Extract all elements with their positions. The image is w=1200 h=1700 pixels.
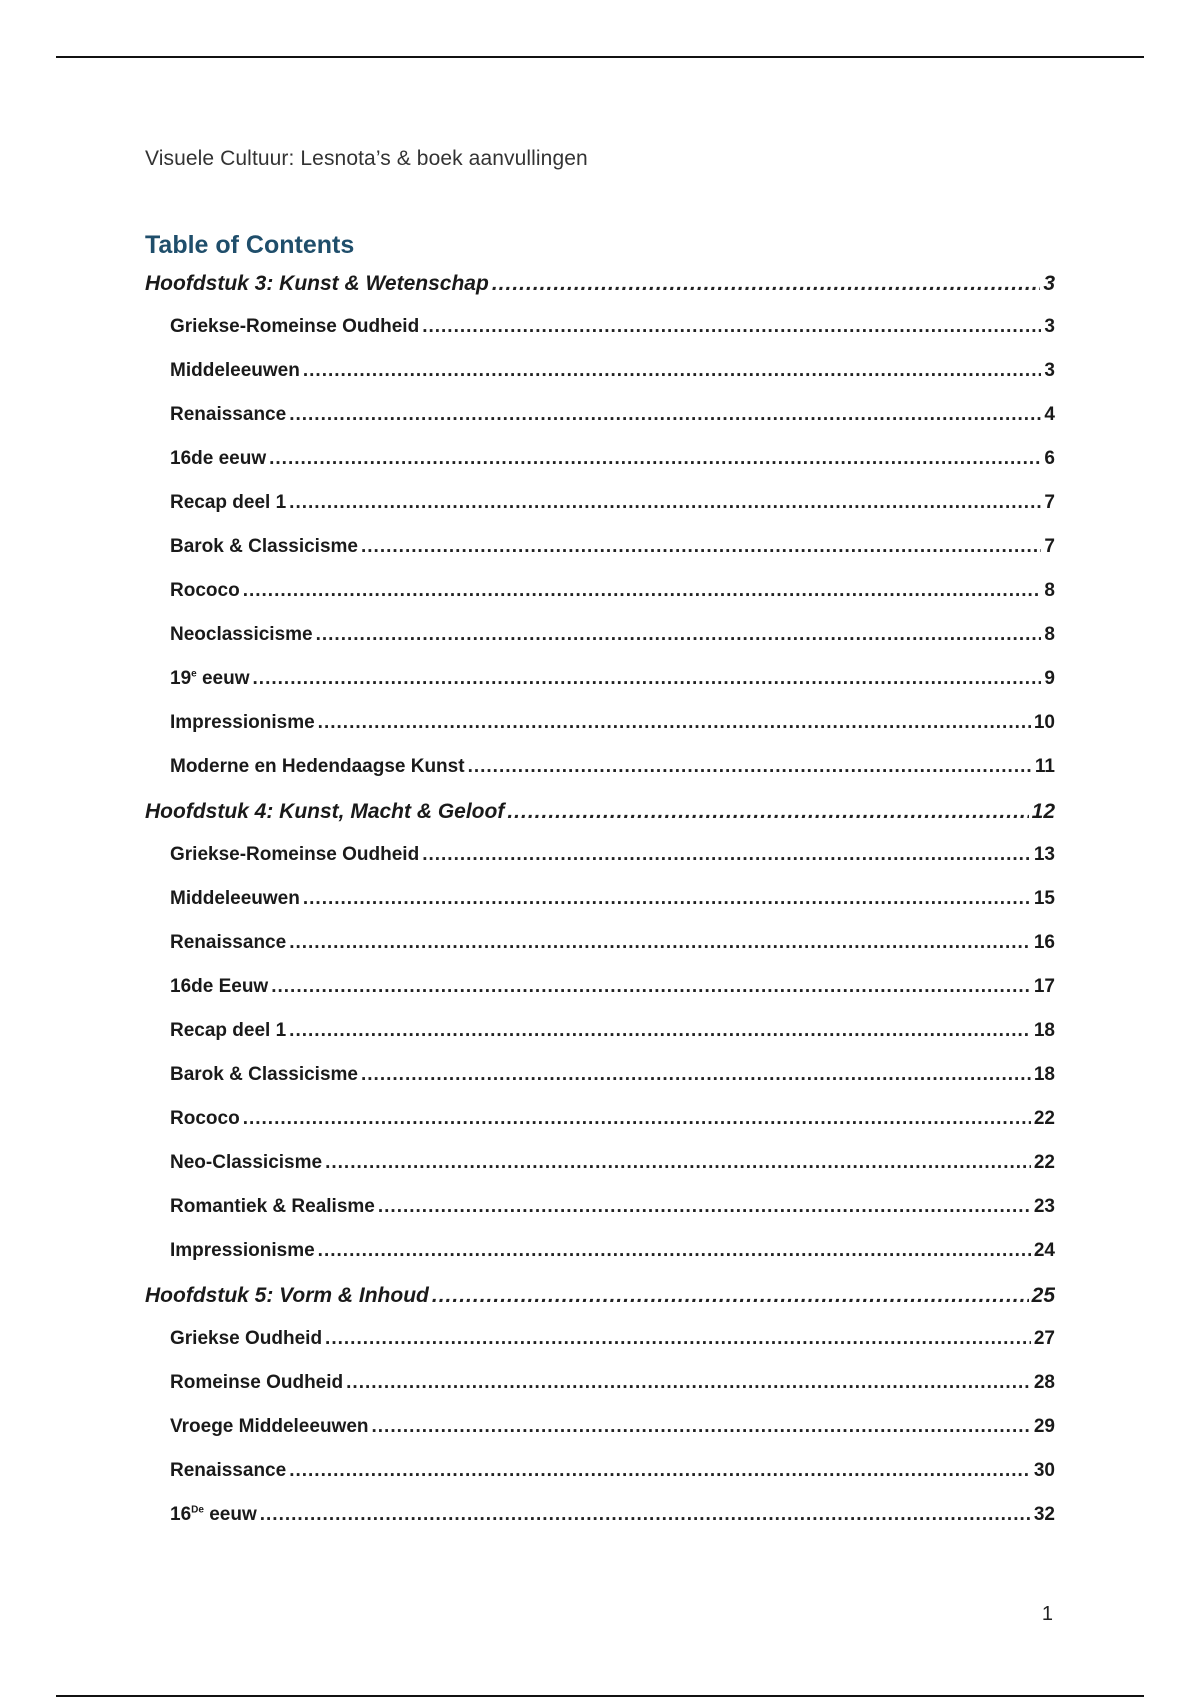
- toc-section-link[interactable]: [145, 360, 1055, 404]
- toc-page-number: 11: [1034, 756, 1055, 777]
- toc-page-number: 12: [1031, 800, 1055, 823]
- toc-dot-leader: [269, 448, 1041, 470]
- toc-entry-label: [170, 536, 361, 558]
- toc-entry-suffix: eeuw: [196, 668, 250, 689]
- toc-entry-label: [170, 1064, 361, 1086]
- toc-entry-text: Romeinse Oudheid: [170, 1372, 344, 1393]
- toc-page-number: 18: [1033, 1020, 1055, 1041]
- toc-dot-leader: [271, 976, 1031, 998]
- top-rule: [56, 56, 1144, 58]
- toc-section-link[interactable]: [145, 932, 1055, 976]
- toc-section-link[interactable]: [145, 1372, 1055, 1416]
- toc-page-number: 3: [1044, 360, 1055, 381]
- toc-dot-leader: [422, 844, 1031, 866]
- toc-page-number: 22: [1033, 1152, 1055, 1173]
- toc-entry-label: [170, 976, 271, 998]
- toc-page-number: 32: [1033, 1504, 1055, 1525]
- toc-section-link[interactable]: [145, 756, 1055, 800]
- toc-page-number: 4: [1044, 404, 1055, 425]
- toc-page-number: 25: [1031, 1284, 1055, 1307]
- toc-entry-label: [170, 1196, 378, 1218]
- toc-entry-label: [170, 668, 253, 690]
- toc-entry-text: 16de Eeuw: [170, 976, 269, 997]
- toc-page-number: 30: [1033, 1460, 1055, 1481]
- toc-page-number: 10: [1033, 712, 1055, 733]
- toc-entry-label: [170, 1152, 325, 1174]
- toc-entry-text: Recap deel 1: [170, 1020, 287, 1041]
- toc-entry-label: [170, 1504, 260, 1526]
- bottom-rule: [56, 1695, 1144, 1697]
- toc-dot-leader: [243, 1108, 1031, 1130]
- toc-entry-text: Renaissance: [170, 932, 287, 953]
- toc-dot-leader: [316, 624, 1042, 646]
- toc-page-number: 9: [1044, 668, 1055, 689]
- toc-dot-leader: [372, 1416, 1031, 1438]
- toc-page-number: 22: [1033, 1108, 1055, 1129]
- toc-dot-leader: [303, 888, 1031, 910]
- toc-dot-leader: [468, 756, 1032, 778]
- toc-section-link[interactable]: [145, 1460, 1055, 1504]
- toc-entry-text: Hoofdstuk 5: Vorm & Inhoud: [145, 1284, 429, 1307]
- toc-entry-text: Impressionisme: [170, 712, 315, 733]
- toc-section-link[interactable]: [145, 1328, 1055, 1372]
- toc-entry-text: Hoofdstuk 3: Kunst & Wetenschap: [145, 272, 489, 295]
- toc-entry-text: Renaissance: [170, 404, 287, 425]
- toc-dot-leader: [318, 712, 1031, 734]
- document-title: Visuele Cultuur: Lesnota’s & boek aanvullingen: [145, 147, 588, 170]
- toc-page-number: 24: [1033, 1240, 1055, 1261]
- toc-entry-text: Recap deel 1: [170, 492, 287, 513]
- toc-dot-leader: [422, 316, 1041, 338]
- toc-section-link[interactable]: [145, 1504, 1055, 1548]
- toc-entry-label: [170, 756, 468, 778]
- toc-entry-label: [170, 360, 303, 382]
- toc-page-number: 17: [1033, 976, 1055, 997]
- toc-dot-leader: [361, 536, 1041, 558]
- toc-section-link[interactable]: [145, 712, 1055, 756]
- toc-entry-text: Romantiek & Realisme: [170, 1196, 375, 1217]
- toc-dot-leader: [432, 1284, 1029, 1308]
- toc-section-link[interactable]: [145, 1064, 1055, 1108]
- toc-section-link[interactable]: [145, 316, 1055, 360]
- toc-entry-label: [170, 448, 269, 470]
- toc-entry-label: [170, 1416, 372, 1438]
- toc-entry-label: [170, 844, 422, 866]
- toc-entry-text: Middeleeuwen: [170, 888, 300, 909]
- toc-dot-leader: [243, 580, 1042, 602]
- toc-entry-text: Griekse Oudheid: [170, 1328, 323, 1349]
- toc-chapter-link[interactable]: [145, 800, 1055, 844]
- toc-page-number: 15: [1033, 888, 1055, 909]
- toc-page-number: 3: [1043, 272, 1055, 295]
- toc-entry-label: [145, 272, 492, 296]
- toc-entry-text: Renaissance: [170, 1460, 287, 1481]
- page-number: 1: [1041, 1603, 1053, 1625]
- toc-dot-leader: [325, 1152, 1031, 1174]
- toc-page-number: 3: [1044, 316, 1055, 337]
- toc-entry-text: Griekse-Romeinse Oudheid: [170, 844, 420, 865]
- toc-page-number: 7: [1044, 492, 1055, 513]
- toc-section-link[interactable]: [145, 580, 1055, 624]
- toc-entry-text: Barok & Classicisme: [170, 1064, 358, 1085]
- toc-entry-label: [170, 712, 318, 734]
- toc-dot-leader: [303, 360, 1042, 382]
- toc-dot-leader: [289, 1020, 1031, 1042]
- toc-entry-label: [170, 404, 289, 426]
- toc-page-number: 28: [1033, 1372, 1055, 1393]
- toc-section-link[interactable]: [145, 844, 1055, 888]
- toc-page-number: 13: [1033, 844, 1055, 865]
- toc-entry-superscript: e: [191, 668, 197, 680]
- toc-dot-leader: [378, 1196, 1031, 1218]
- toc-dot-leader: [253, 668, 1042, 690]
- toc-dot-leader: [507, 800, 1028, 824]
- toc-dot-leader: [318, 1240, 1031, 1262]
- toc-dot-leader: [289, 932, 1031, 954]
- toc-entry-text: Vroege Middeleeuwen: [170, 1416, 369, 1437]
- toc-entry-text: Griekse-Romeinse Oudheid: [170, 316, 420, 337]
- toc-entry-text: Middeleeuwen: [170, 360, 300, 381]
- toc-heading: Table of Contents: [145, 231, 355, 259]
- toc-section-link[interactable]: [145, 1152, 1055, 1196]
- toc-page-number: 6: [1044, 448, 1055, 469]
- toc-entry-label: [170, 624, 316, 646]
- toc-entry-label: [170, 316, 422, 338]
- toc-page-number: 18: [1033, 1064, 1055, 1085]
- toc-page-number: 16: [1033, 932, 1055, 953]
- toc-page-number: 29: [1033, 1416, 1055, 1437]
- toc-entry-text: Rococo: [170, 1108, 240, 1129]
- toc-section-link[interactable]: [145, 624, 1055, 668]
- toc-section-link[interactable]: [145, 1240, 1055, 1284]
- toc-entry-superscript: De: [191, 1504, 204, 1516]
- toc-entry-label: [170, 1460, 289, 1482]
- toc-entry-text: 19: [170, 668, 192, 689]
- toc-dot-leader: [325, 1328, 1031, 1350]
- toc-entry-label: [145, 800, 507, 824]
- toc-section-link[interactable]: [145, 1416, 1055, 1460]
- toc-dot-leader: [289, 1460, 1031, 1482]
- toc-page-number: 23: [1033, 1196, 1055, 1217]
- toc-entry-text: Moderne en Hedendaagse Kunst: [170, 756, 465, 777]
- toc-entry-label: [170, 492, 289, 514]
- toc-page-number: 8: [1044, 580, 1055, 601]
- toc-entry-label: [170, 1328, 325, 1350]
- toc-entry-text: 16de eeuw: [170, 448, 267, 469]
- toc-section-link[interactable]: [145, 1108, 1055, 1152]
- table-of-contents: [145, 272, 1055, 1548]
- toc-section-link[interactable]: [145, 1020, 1055, 1064]
- toc-entry-text: Neoclassicisme: [170, 624, 313, 645]
- toc-entry-text: Rococo: [170, 580, 240, 601]
- toc-chapter-link[interactable]: [145, 1284, 1055, 1328]
- toc-entry-label: [170, 1020, 289, 1042]
- toc-section-link[interactable]: [145, 536, 1055, 580]
- toc-section-link[interactable]: [145, 448, 1055, 492]
- toc-entry-text: Neo-Classicisme: [170, 1152, 323, 1173]
- toc-entry-label: [170, 1108, 243, 1130]
- toc-dot-leader: [492, 272, 1041, 296]
- toc-section-link[interactable]: [145, 404, 1055, 448]
- toc-entry-label: [170, 1372, 346, 1394]
- toc-entry-text: Barok & Classicisme: [170, 536, 358, 557]
- toc-entry-label: [170, 932, 289, 954]
- toc-page-number: 7: [1044, 536, 1055, 557]
- toc-section-link[interactable]: [145, 492, 1055, 536]
- toc-entry-label: [170, 1240, 318, 1262]
- toc-page-number: 27: [1033, 1328, 1055, 1349]
- toc-section-link[interactable]: [145, 668, 1055, 712]
- toc-entry-label: [170, 580, 243, 602]
- toc-section-link[interactable]: [145, 1196, 1055, 1240]
- toc-section-link[interactable]: [145, 976, 1055, 1020]
- toc-section-link[interactable]: [145, 888, 1055, 932]
- toc-entry-suffix: eeuw: [203, 1504, 257, 1525]
- toc-entry-label: [145, 1284, 432, 1308]
- toc-entry-text: 16: [170, 1504, 192, 1525]
- toc-chapter-link[interactable]: [145, 272, 1055, 316]
- toc-entry-text: Hoofdstuk 4: Kunst, Macht & Geloof: [145, 800, 505, 823]
- toc-page-number: 8: [1044, 624, 1055, 645]
- toc-dot-leader: [289, 492, 1041, 514]
- toc-dot-leader: [346, 1372, 1031, 1394]
- toc-entry-text: Impressionisme: [170, 1240, 315, 1261]
- toc-dot-leader: [260, 1504, 1031, 1526]
- toc-dot-leader: [289, 404, 1041, 426]
- toc-dot-leader: [361, 1064, 1031, 1086]
- toc-entry-label: [170, 888, 303, 910]
